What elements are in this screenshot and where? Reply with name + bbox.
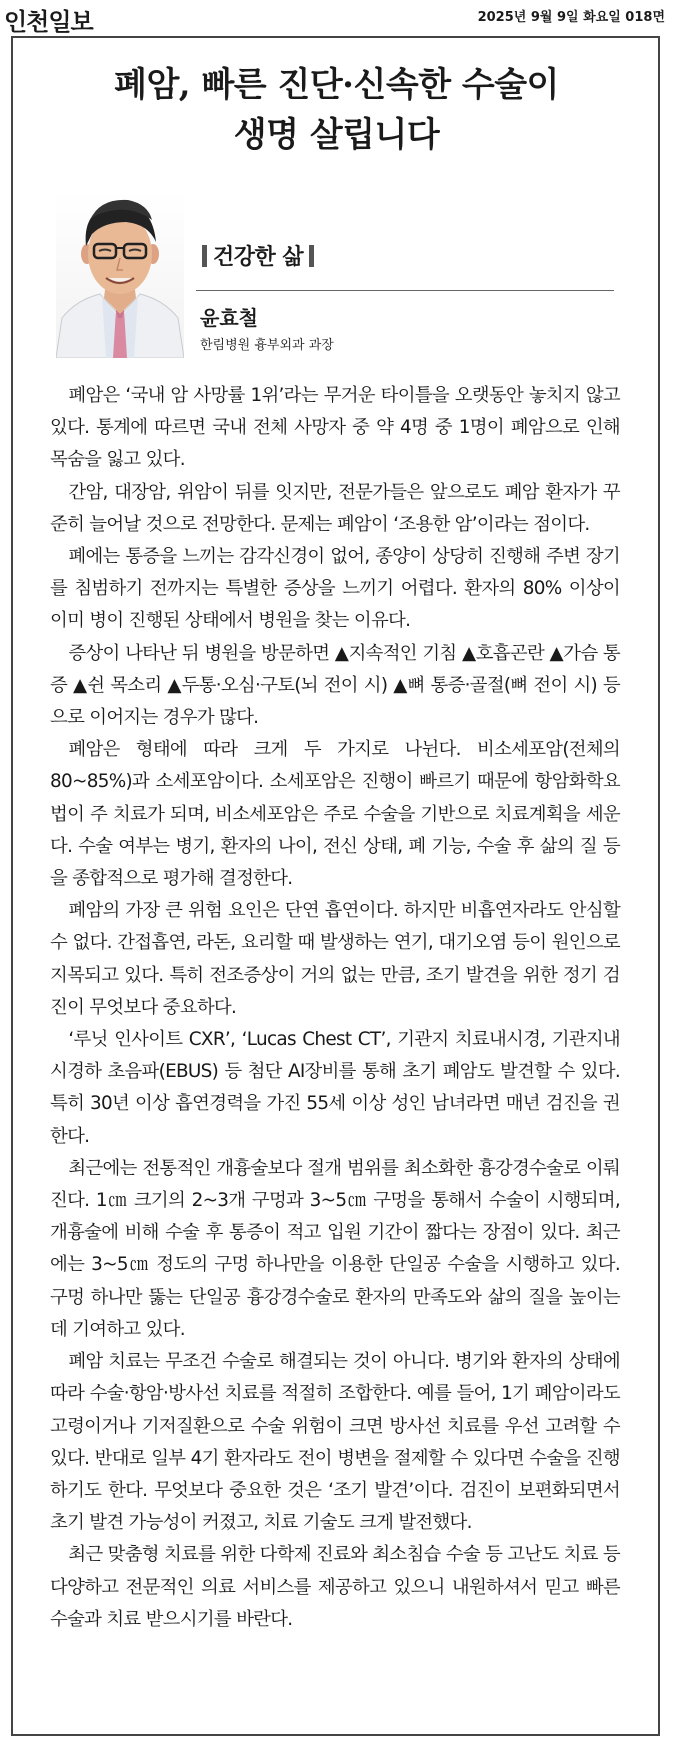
- paragraph: 최근에는 전통적인 개흉술보다 절개 범위를 최소화한 흉강경수술로 이뤄진다. 1㎝ 크기의 2~3개 구멍과 3~5㎝ 구멍을 통해서 수술이 시행되며, 개흉술에 비해 수술 후 통증이 적고 입원 기간이 짧다는 장점이 있다. 최근에는 3~5㎝ 정도의 구멍 하나만을 이용한 단일공 수술을 시행하고 있다. 구멍 하나만 뚫는 단일공 흉강경수술로 환자의 만족도와 삶의 질을 높이는 데 기여하고 있다.: [50, 1157, 620, 1340]
- section-bar-left: [202, 245, 207, 267]
- section-title: 건강한 삶: [213, 245, 304, 270]
- paragraph: 폐암은 형태에 따라 크게 두 가지로 나뉜다. 비소세포암(전체의 80~85%)과 소세포암이다. 소세포암은 진행이 빠르기 때문에 항암화학요법이 주 치료가 되며, 비소세포암은 주로 수술을 기반으로 치료계획을 세운다. 수술 여부는 병기, 환자의 나이, 전신 상태, 폐 기능, 수술 후 삶의 질 등을 종합적으로 평가해 결정한다.: [50, 739, 620, 890]
- masthead: [0, 0, 673, 40]
- paragraph: 증상이 나타난 뒤 병원을 방문하면 ▲지속적인 기침 ▲호흡곤란 ▲가슴 통증 ▲쉰 목소리 ▲두통·오심·구토(뇌 전이 시) ▲뼈 통증·골절(뼈 전이 시) 등으로 이어지는 경우가 많다.: [50, 642, 620, 729]
- paragraph: ‘루닛 인사이트 CXR’, ‘Lucas Chest CT’, 기관지 치료내시경, 기관지내시경하 초음파(EBUS) 등 첨단 AI장비를 통해 초기 폐암도 발견할 수 있다. 특히 30년 이상 흡연경력을 가진 55세 이상 성인 남녀라면 매년 검진을 권한다.: [50, 1029, 620, 1147]
- paragraph: 폐암 치료는 무조건 수술로 해결되는 것이 아니다. 병기와 환자의 상태에 따라 수술·항암·방사선 치료를 적절히 조합한다. 예를 들어, 1기 폐암이라도 고령이거나 기저질환으로 수술 위험이 크면 방사선 치료를 우선 고려할 수 있다. 반대로 일부 4기 환자라도 전이 병변을 절제할 수 있다면 수술을 진행하기도 한다. 무엇보다 중요한 것은 ‘조기 발견’이다. 검진이 보편화되면서 초기 발견 가능성이 커졌고, 치료 기술도 크게 발전했다.: [50, 1351, 620, 1534]
- author-affiliation: 한림병원 흉부외과 과장: [200, 338, 334, 353]
- headline: [11, 60, 662, 160]
- headline-line-2: 생명 살립니다: [233, 115, 440, 155]
- paragraph: 폐에는 통증을 느끼는 감각신경이 없어, 종양이 상당히 진행해 주변 장기를 침범하기 전까지는 특별한 증상을 느끼기 어렵다. 환자의 80% 이상이 이미 병이 진행된 상태에서 병원을 찾는 이유다.: [50, 546, 620, 632]
- headline-line-1: 폐암, 빠른 진단·신속한 수술이: [114, 65, 559, 105]
- section-divider: [196, 290, 614, 291]
- section-bar-right: [309, 245, 314, 267]
- section-tag: [196, 240, 320, 271]
- paragraph: 폐암의 가장 큰 위험 요인은 단연 흡연이다. 하지만 비흡연자라도 안심할 수 없다. 간접흡연, 라돈, 요리할 때 발생하는 연기, 대기오염 등이 원인으로 지목되고 있다. 특히 전조증상이 거의 없는 만큼, 조기 발견을 위한 정기 검진이 무엇보다 중요하다.: [50, 900, 620, 1018]
- author-name: 윤효철: [200, 306, 258, 330]
- columnist-portrait: [56, 190, 184, 358]
- paragraph: 폐암은 ‘국내 암 사망률 1위’라는 무거운 타이틀을 오랫동안 놓치지 않고 있다. 통계에 따르면 국내 전체 사망자 중 약 4명 중 1명이 폐암으로 인해 목숨을 잃고 있다.: [50, 385, 620, 471]
- paragraph: 최근 맞춤형 치료를 위한 다학제 진료와 최소침습 수술 등 고난도 치료 등 다양하고 전문적인 의료 서비스를 제공하고 있으니 내원하셔서 믿고 빠른 수술과 치료 받으시기를 바란다.: [50, 1544, 620, 1630]
- dateline: 2025년 9월 9일 화요일 018면: [477, 10, 665, 25]
- paragraph: 간암, 대장암, 위암이 뒤를 잇지만, 전문가들은 앞으로도 폐암 환자가 꾸준히 늘어날 것으로 전망한다. 문제는 폐암이 ‘조용한 암’이라는 점이다.: [50, 481, 620, 535]
- newspaper-logo: 인천일보: [4, 8, 93, 36]
- article-body: [50, 380, 620, 1636]
